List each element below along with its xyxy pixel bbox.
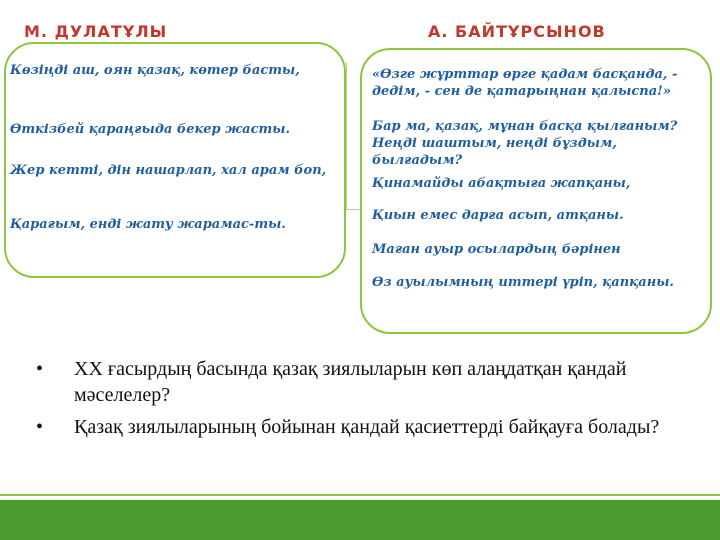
question-text: ХХ ғасырдың басында қазақ зиялыларын көп алаңдатқан қандай мәселелер? <box>74 358 627 406</box>
right-poem-line: Қиын емес дарға асып, атқаны. <box>372 208 624 223</box>
bullet-icon: • <box>36 358 44 380</box>
right-poem-line: «Өзге жұрттар өрге қадам басқанда, - дедім, - сен де қатарыңнан қалыспа!» <box>372 67 678 99</box>
right-author-heading: А. БАЙТҰРСЫНОВ <box>428 22 606 41</box>
right-poem-line: Өз ауылымның иттері үріп, қапқаны. <box>372 275 674 290</box>
left-poem-line: Көзіңді аш, оян қазақ, көтер басты, <box>10 63 300 78</box>
left-poem-line: Өткізбей қараңғыда бекер жасты. <box>10 122 290 137</box>
bullet-icon: • <box>36 416 44 438</box>
question-item <box>36 356 696 408</box>
right-poem-line: Бар ма, қазақ, мұнан басқа қылғаным? Неңді шаштым, неңді бұздым, былғадым? <box>372 119 678 168</box>
right-poem-line: Қинамайды абақтыға жапқаны, <box>372 176 631 191</box>
question-list <box>36 356 696 446</box>
left-poem-line: Жер кетті, дін нашарлап, хал арам боп, <box>10 163 327 178</box>
footer-bar <box>0 500 720 540</box>
right-poem-line: Маған ауыр осылардың бәрінен <box>372 242 621 257</box>
left-author-heading: М. ДУЛАТҰЛЫ <box>24 22 168 41</box>
footer-divider <box>0 494 720 496</box>
connector-line <box>346 62 360 210</box>
left-poem-line: Қарағым, енді жату жарамас-ты. <box>10 217 286 232</box>
question-item <box>36 414 696 440</box>
question-text: Қазақ зиялыларының бойынан қандай қасиеттерді байқауға болады? <box>74 416 660 438</box>
